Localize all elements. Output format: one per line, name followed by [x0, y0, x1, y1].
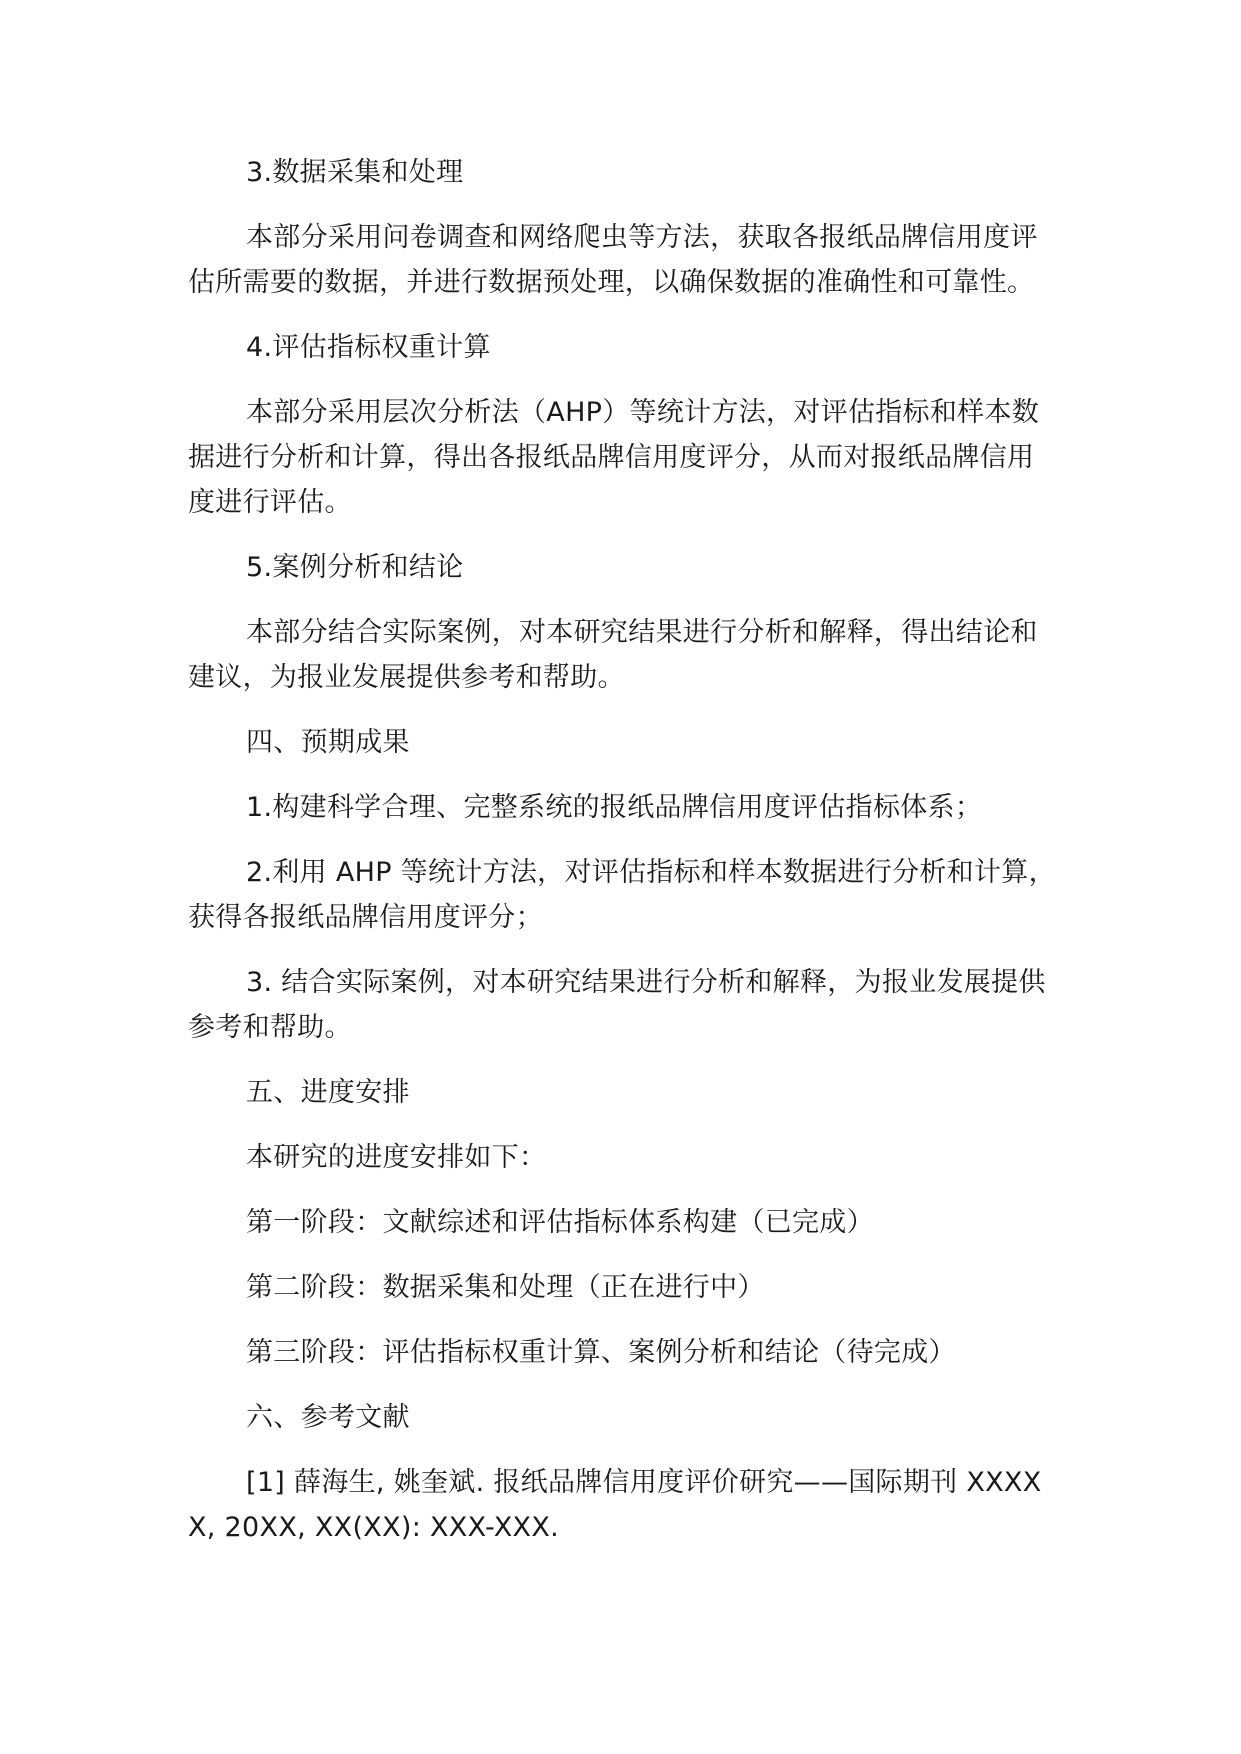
section-heading: 4.评估指标权重计算 [246, 332, 491, 363]
section-heading: 5.案例分析和结论 [246, 552, 464, 583]
list-item: 2.利用 AHP 等统计方法，对评估指标和样本数据进行分析和计算，获得各报纸品牌信用度评分； [188, 857, 1056, 933]
list-item: 3. 结合实际案例，对本研究结果进行分析和解释，为报业发展提供参考和帮助。 [188, 967, 1046, 1043]
body-paragraph: 本部分采用问卷调查和网络爬虫等方法，获取各报纸品牌信用度评估所需要的数据，并进行数据预处理，以确保数据的准确性和可靠性。 [188, 222, 1038, 298]
body-paragraph: 本部分采用层次分析法（AHP）等统计方法，对评估指标和样本数据进行分析和计算，得出各报纸品牌信用度评分，从而对报纸品牌信用度进行评估。 [188, 397, 1040, 518]
schedule-item: 第一阶段：文献综述和评估指标体系构建（已完成） [246, 1207, 874, 1238]
section-heading: 四、预期成果 [246, 727, 410, 758]
section-heading: 3.数据采集和处理 [246, 157, 464, 188]
document-body [188, 150, 1058, 1550]
reference-item: [1] 薛海生, 姚奎斌. 报纸品牌信用度评价研究——国际期刊 XXXXX, 20XX, XX(XX): XXX-XXX. [188, 1467, 1042, 1543]
section-heading: 五、进度安排 [246, 1077, 410, 1108]
schedule-item: 第二阶段：数据采集和处理（正在进行中） [246, 1272, 765, 1303]
list-item: 1.构建科学合理、完整系统的报纸品牌信用度评估指标体系； [246, 792, 983, 823]
schedule-item: 第三阶段：评估指标权重计算、案例分析和结论（待完成） [246, 1337, 956, 1368]
body-paragraph: 本部分结合实际案例，对本研究结果进行分析和解释，得出结论和建议，为报业发展提供参考和帮助。 [188, 617, 1038, 693]
section-heading: 六、参考文献 [246, 1402, 410, 1433]
body-paragraph: 本研究的进度安排如下： [246, 1142, 547, 1173]
